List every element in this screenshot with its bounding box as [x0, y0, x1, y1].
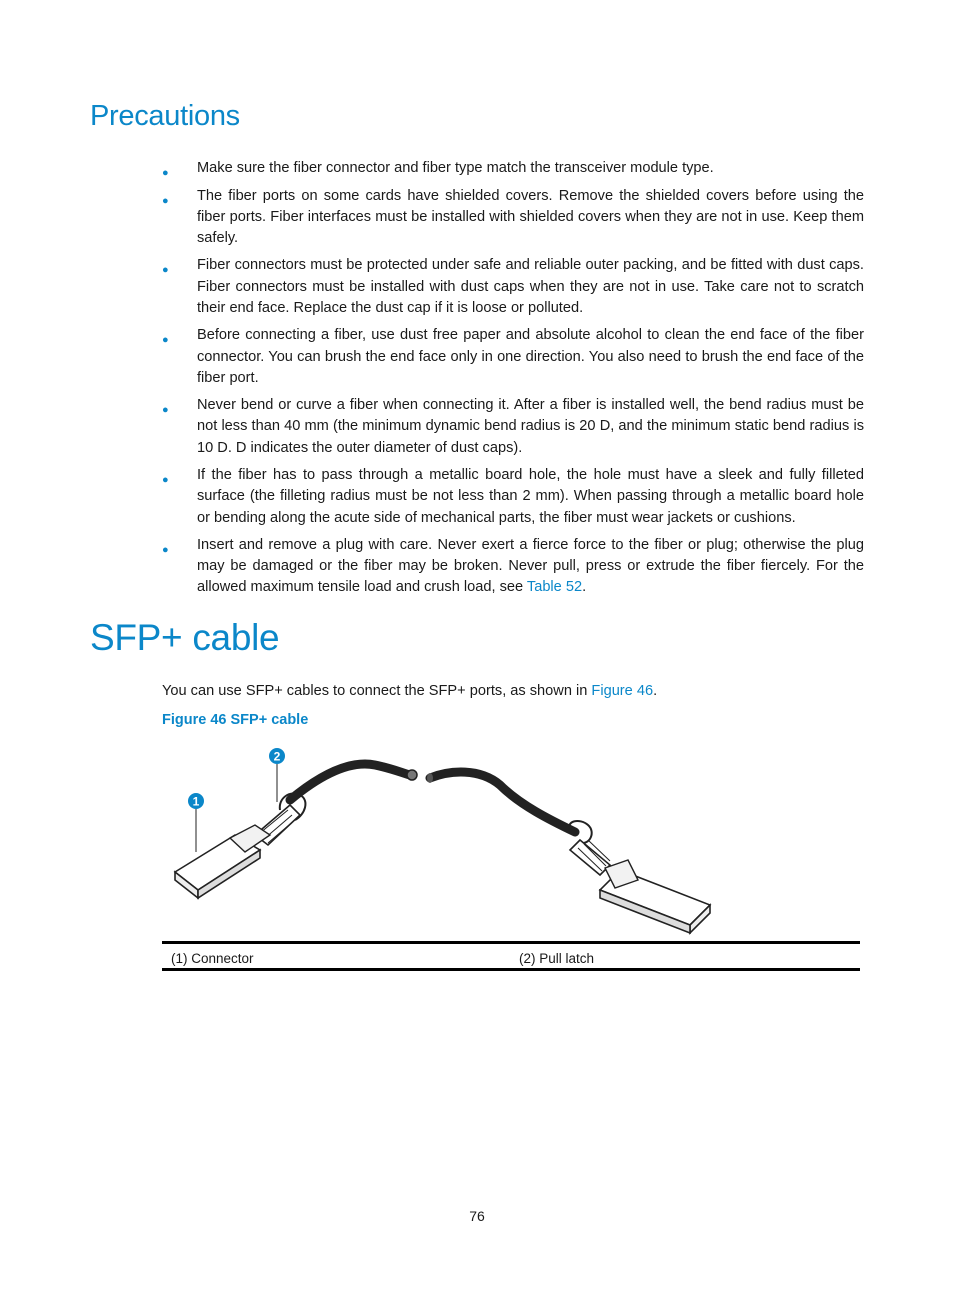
bullet-icon: ●	[162, 167, 169, 179]
intro-paragraph	[162, 681, 657, 702]
page-number: 76	[469, 1208, 485, 1224]
list-item-text: Before connecting a fiber, use dust free paper and absolute alcohol to clean the end face of the fiber connector. You can brush the end face only in one direction. You also need to brush the end face of the fiber port.	[197, 327, 864, 386]
bullet-icon: ●	[162, 544, 169, 557]
bullet-icon: ●	[162, 474, 169, 487]
precautions-list	[162, 158, 864, 605]
table-52-link[interactable]: Table 52	[526, 579, 583, 596]
list-item	[162, 465, 864, 529]
intro-suffix: .	[653, 683, 658, 699]
legend-item-pull-latch: (2) Pull latch	[519, 951, 595, 966]
cable-cut-end-left	[407, 770, 417, 780]
legend-item-connector: (1) Connector	[171, 951, 254, 966]
bullet-icon: ●	[162, 264, 169, 277]
list-item-suffix: .	[582, 579, 587, 596]
list-item	[162, 395, 864, 459]
callout-number-1: 1	[192, 794, 200, 809]
cable-right-segment	[430, 772, 575, 832]
bullet-icon: ●	[162, 194, 169, 207]
sfp-cable-figure	[160, 740, 720, 940]
section-title-precautions: Precautions	[90, 100, 240, 132]
bullet-icon: ●	[162, 404, 169, 417]
list-item	[162, 535, 864, 599]
sfp-cable-illustration	[160, 740, 720, 940]
list-item	[162, 255, 864, 319]
list-item-text: The fiber ports on some cards have shielded covers. Remove the shielded covers before using the fiber ports. Fiber interfaces must be installed with shielded covers when they are not in use. Keep them safely.	[197, 187, 864, 246]
bullet-icon: ●	[162, 334, 169, 347]
section-title-sfp-cable: SFP+ cable	[90, 617, 280, 658]
figure-legend-table	[162, 941, 860, 971]
list-item-text: Never bend or curve a fiber when connecting it. After a fiber is installed well, the bend radius must be not less than 40 mm (the minimum dynamic bend radius is 20 D, and the minimum static bend radius is 10 D. D indicates the outer diameter of dust caps).	[197, 397, 864, 456]
boot-right	[570, 840, 610, 875]
figure-caption: Figure 46 SFP+ cable	[162, 712, 309, 728]
intro-text: You can use SFP+ cables to connect the SFP+ ports, as shown in	[162, 683, 592, 699]
list-item-text: Fiber connectors must be protected under safe and reliable outer packing, and be fitted with dust caps. Fiber connectors must be installed with dust caps when they are not in use. Take care not to scratch their end face. Replace the dust cap if it is loose or polluted.	[197, 257, 864, 316]
list-item-text: Make sure the fiber connector and fiber type match the transceiver module type.	[197, 160, 714, 176]
list-item	[162, 325, 864, 389]
cable-cut-end-right	[427, 773, 433, 783]
figure-46-link[interactable]: Figure 46	[591, 683, 654, 699]
cable-left-segment	[290, 764, 410, 800]
list-item-text: Insert and remove a plug with care. Never exert a fierce force to the fiber or plug; otherwise the plug may be damaged or the fiber may be broken. Never pull, press or extrude the fiber fiercely. For the allowed maximum tensile load and crush load, see	[197, 537, 864, 596]
list-item	[162, 158, 864, 179]
list-item-text: If the fiber has to pass through a metallic board hole, the hole must have a sleek and fully filleted surface (the filleting radius must be not less than 2 mm). When passing through a metallic board hole or bending along the acute side of mechanical parts, the fiber must wear jackets or cushions.	[197, 467, 864, 526]
callout-number-2: 2	[273, 749, 281, 764]
list-item	[162, 186, 864, 250]
